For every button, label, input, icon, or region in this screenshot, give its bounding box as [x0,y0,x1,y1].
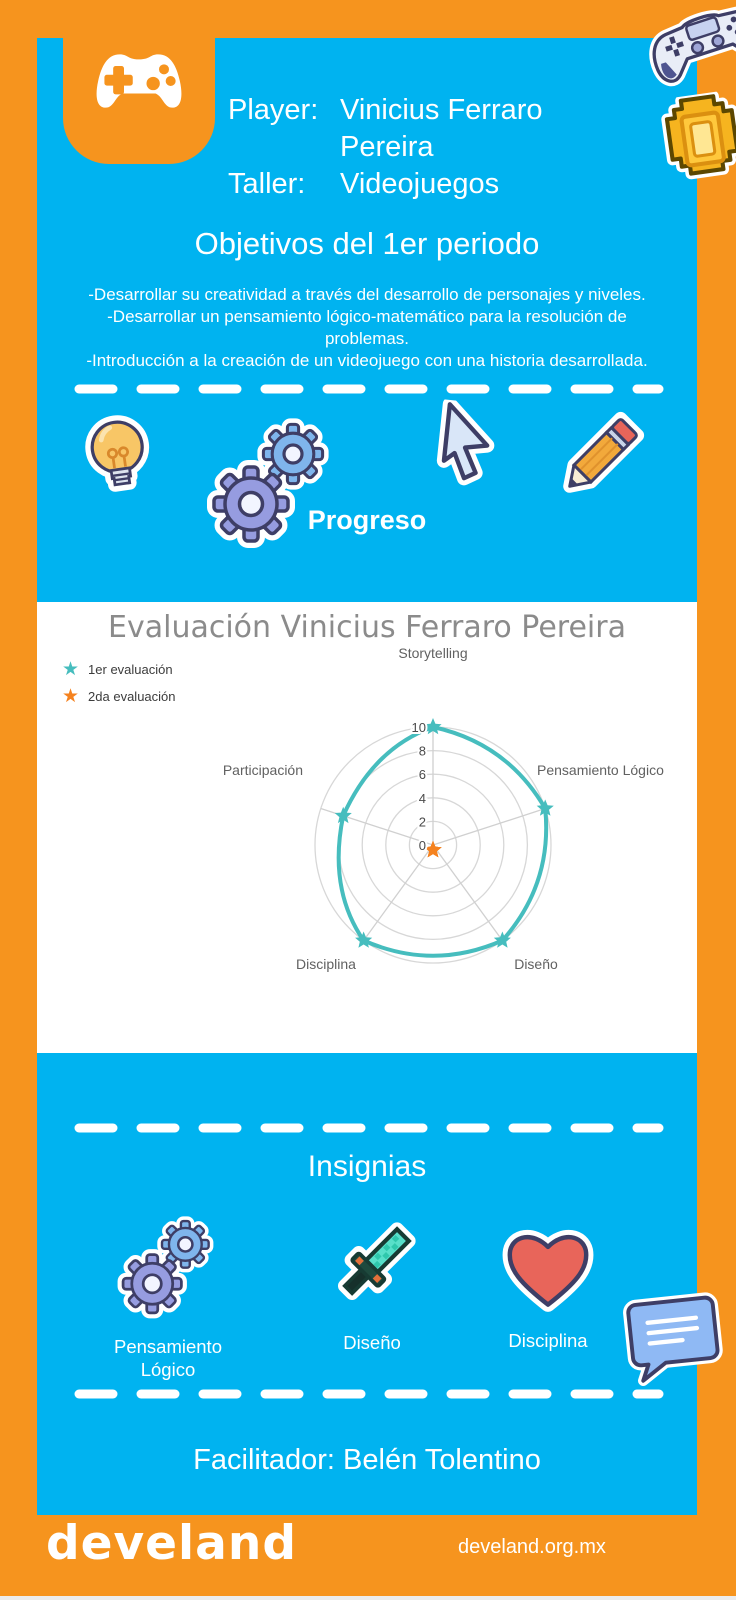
lightbulb-icon [75,403,163,516]
svg-text:8: 8 [418,743,426,759]
svg-text:2: 2 [418,814,426,830]
dashed-divider [73,1122,665,1134]
svg-text:4: 4 [418,790,426,806]
objectives-list [67,284,667,372]
objectives-title: Objetivos del 1er periodo [194,226,540,261]
badge-disciplina [478,1222,618,1352]
gamepad-icon [89,44,189,118]
cursor-icon [427,399,507,502]
taller-label: Taller: [228,168,306,200]
axis-label-storytelling: Storytelling [398,645,468,661]
player-name: Vinicius Ferraro Pereira [340,94,543,163]
dashed-divider [73,383,665,395]
chat-bubble-icon [613,1283,727,1391]
progress-title: Progreso [307,505,427,535]
objective-item: -Desarrollar un pensamiento lógico-matemático para la resolución de problemas. [107,307,627,348]
svg-text:10: 10 [411,720,426,735]
radar-chart [37,602,697,1053]
badge-pensamiento-logico [98,1216,238,1381]
badge-label: Disciplina [508,1330,588,1351]
axis-label-diseno: Diseño [514,956,558,972]
pixel-sword-icon [322,1216,422,1316]
badge-label: Pensamiento Lógico [114,1336,222,1380]
chart-title: Evaluación Vinicius Ferraro Pereira [108,610,626,645]
pencil-icon [548,408,648,508]
axis-label-participacion: Participación [222,762,303,778]
legend-label: 2da evaluación [88,689,176,704]
header [228,92,668,203]
svg-text:0: 0 [418,838,426,853]
develand-logo: develand [46,1516,297,1571]
objective-item: -Desarrollar su creatividad a través del desarrollo de personajes y niveles. [88,285,646,304]
logo-tab [63,0,215,164]
coin-icon [654,88,736,193]
svg-text:6: 6 [418,767,426,783]
axis-label-pensamiento: Pensamiento Lógico [537,762,664,778]
insignias-title: Insignias [307,1150,427,1183]
bottom-strip [0,1596,736,1600]
dashed-divider [73,1388,665,1400]
heart-icon [498,1222,598,1314]
axis-label-disciplina: Disciplina [296,956,356,972]
gears-icon [116,1216,220,1320]
star-icon: ★ [62,659,80,680]
badge-label: Diseño [343,1332,401,1353]
player-label: Player: [228,94,319,126]
facilitator-text: Facilitador: Belén Tolentino [193,1444,541,1476]
objective-item: -Introducción a la creación de un videojuego con una historia desarrollada. [86,351,648,370]
badge-diseno [302,1216,442,1354]
star-icon: ★ [62,686,80,707]
legend-label: 1er evaluación [88,662,173,677]
taller-value: Videojuegos [340,168,500,200]
footer-url: develand.org.mx [458,1536,606,1558]
